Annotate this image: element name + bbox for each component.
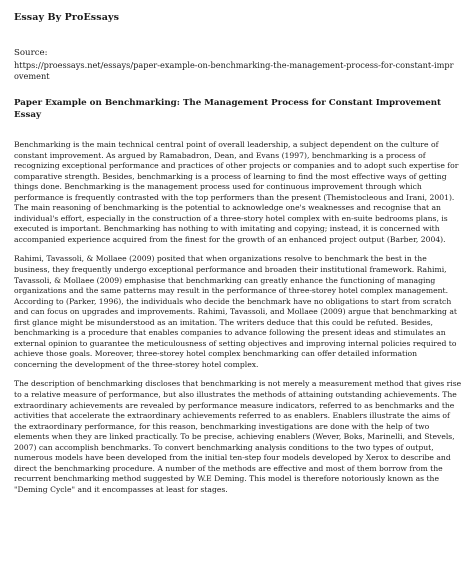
document-body <box>14 140 462 505</box>
body-paragraph: The description of benchmarking discloses that benchmarking is not merely a measurement method that gives rise to a relative measure of performance, but also illustrates the methods of attaining outstanding achievements. The extraordinary achievements are revealed by performance measure indicators, referred to as benchmarks and the activities that accelerate the extraordinary achievements referred to as enablers. Enablers illustrate the aims of the extraordinary performance, for this reason, benchmarking investigations are done with the help of two elements when they are linked practically. To be precise, achieving enablers (Wever, Boks, Marinelli, and Stevels, 2007) can accomplish benchmarks. To convert benchmarking analysis conditions to the two types of output, numerous models have been developed from the initial ten-step four models developed by Xerox to describe and direct the benchmarking procedure. A number of the methods are effective and most of them borrow from the recurrent benchmarking method suggested by W.E Deming. This model is therefore notoriously known as the "Deming Cycle" and it encompasses at least for stages. <box>14 379 462 494</box>
body-paragraph: Benchmarking is the main technical central point of overall leadership, a subject dependent on the culture of constant improvement. As argued by Ramabadron, Dean, and Evans (1997), benchmarking is a process of recognizing exceptional performance and practices of other projects or companies and to adopt such expertise for comparative strength. Besides, benchmarking is a process of learning to find the most effective ways of getting things done. Benchmarking is the management process used for continuous improvement through which performance is frequently contrasted with the top performers than the present (Themistocleous and Irani, 2001). The main reasoning of benchmarking is the potential to acknowledge one's weaknesses and recognise that an individual's effort, especially in the construction of a three-story hotel complex with en-suite bedrooms plans, is executed is important. Benchmarking has nothing to with imitating and copying; instead, it is concerned with accompanied experience acquired from the finest for the growth of an enhanced project output (Barber, 2004). <box>14 140 459 244</box>
document-title: Paper Example on Benchmarking: The Management Process for Constant Improvement Essay <box>14 98 442 120</box>
source-url-link[interactable]: https://proessays.net/essays/paper-example-on-benchmarking-the-management-process-for-constant-improvement <box>14 60 454 81</box>
body-paragraph: Rahimi, Tavassoli, & Mollaee (2009) posited that when organizations resolve to benchmark the best in the business, they frequently undergo exceptional performance and broaden their institutional framework. Rahimi, Tavassoli, & Mollaee (2009) emphasise that benchmarking can greatly enhance the functioning of managing organizations and the same patterns may result in the performance of three-storey hotel complex management. According to (Parker, 1996), the individuals who decide the benchmark have no obligations to start from scratch and can focus on upgrades and improvements. Rahimi, Tavassoli, and Mollaee (2009) argue that benchmarking at first glance might be misunderstood as an imitation. The writers deduce that this could be refuted. Besides, benchmarking is a procedure that enables companies to advance following the present ideas and stimulates an external opinion to guarantee the meticulousness of setting objectives and improving internal policies required to achieve those goals. Moreover, three-storey hotel complex benchmarking can offer detailed information concerning the development of the three-storey hotel complex. <box>14 254 458 369</box>
brand-header: Essay By ProEssays <box>14 12 120 23</box>
source-label: Source: <box>14 48 48 58</box>
